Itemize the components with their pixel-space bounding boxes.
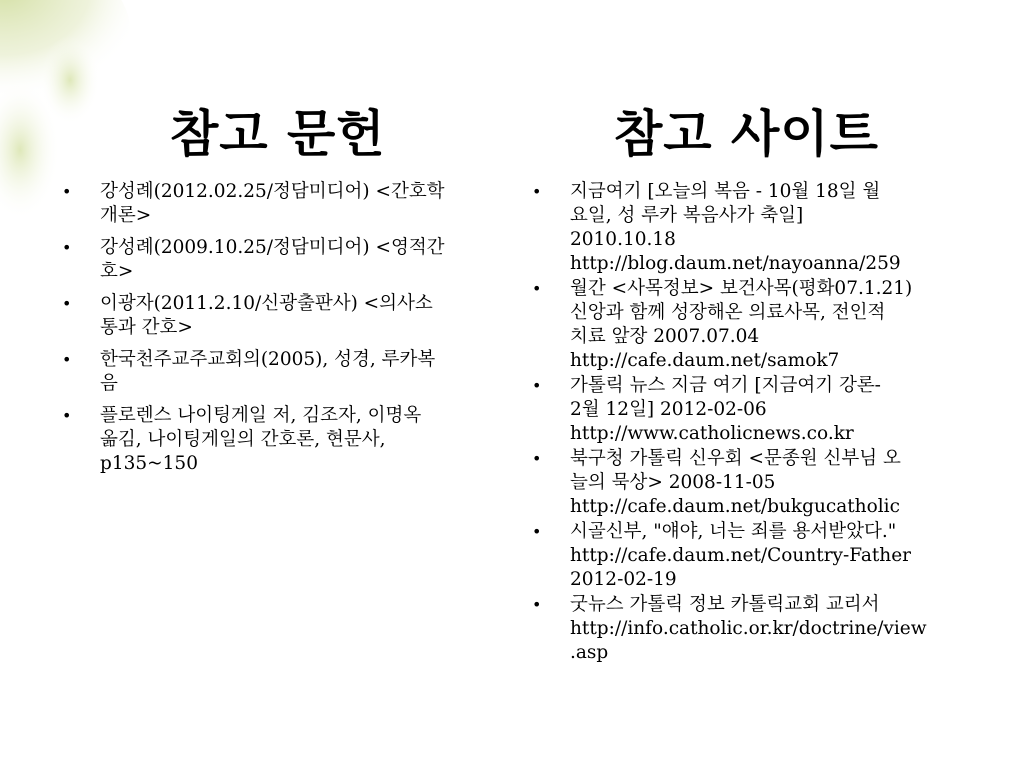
bullet-icon: •	[62, 406, 72, 425]
references-heading: 참고 문헌	[170, 103, 386, 163]
site-url: .asp	[570, 642, 609, 663]
site-url: http://www.catholicnews.co.kr	[570, 423, 854, 444]
bullet-icon: •	[532, 182, 542, 201]
item-line: 굿뉴스 가톨릭 정보 카톨릭교회 교리서	[570, 594, 880, 615]
bullet-icon: •	[62, 294, 72, 313]
item-line: 이광자(2011.2.10/신광출판사) <의사소	[100, 293, 433, 314]
site-url: http://blog.daum.net/nayoanna/259	[570, 253, 901, 274]
site-url: http://info.catholic.or.kr/doctrine/view	[570, 618, 927, 639]
list-item	[62, 236, 492, 284]
list-item	[62, 404, 492, 476]
bullet-icon: •	[62, 350, 72, 369]
list-item	[532, 447, 964, 519]
list-item	[532, 374, 964, 446]
item-line: p135~150	[100, 453, 198, 474]
list-item	[62, 180, 492, 228]
item-line: 옮김, 나이팅게일의 간호론, 현문사,	[100, 429, 386, 450]
item-line: 음	[100, 373, 118, 394]
list-item	[532, 277, 964, 373]
item-line: 북구청 가톨릭 신우회 <문종원 신부님 오	[570, 448, 901, 469]
item-line: 2월 12일] 2012-02-06	[570, 399, 767, 420]
item-line: 지금여기 [오늘의 복음 - 10월 18일 월	[570, 181, 881, 202]
item-line: 한국천주교주교회의(2005), 성경, 루카복	[100, 349, 436, 370]
bullet-icon: •	[62, 182, 72, 201]
item-line: 플로렌스 나이팅게일 저, 김조자, 이명옥	[100, 405, 422, 426]
site-url: http://cafe.daum.net/samok7	[570, 350, 840, 371]
item-line: 2010.10.18	[570, 229, 676, 250]
item-line: 늘의 묵상> 2008-11-05	[570, 472, 776, 493]
list-item	[62, 292, 492, 340]
bullet-icon: •	[532, 595, 542, 614]
sites-list	[532, 180, 964, 666]
item-line: 강성례(2012.02.25/정담미디어) <간호학	[100, 181, 445, 202]
site-url: http://cafe.daum.net/Country-Father	[570, 545, 911, 566]
item-line: 치료 앞장 2007.07.04	[570, 326, 760, 347]
item-line: 월간 <사목정보> 보건사목(평화07.1.21)	[570, 278, 913, 299]
list-item	[62, 348, 492, 396]
item-line: 개론>	[100, 205, 152, 226]
sites-heading: 참고 사이트	[614, 103, 879, 163]
item-line: 호>	[100, 261, 134, 282]
item-line: 가톨릭 뉴스 지금 여기 [지금여기 강론-	[570, 375, 881, 396]
item-line: 신앙과 함께 성장해온 의료사목, 전인적	[570, 302, 886, 323]
list-item	[532, 520, 964, 592]
item-line: 요일, 성 루카 복음사가 축일]	[570, 205, 804, 226]
bullet-icon: •	[532, 522, 542, 541]
bullet-icon: •	[532, 279, 542, 298]
bullet-icon: •	[62, 238, 72, 257]
site-url: http://cafe.daum.net/bukgucatholic	[570, 496, 900, 517]
item-line: 2012-02-19	[570, 569, 677, 590]
item-line: 강성례(2009.10.25/정담미디어) <영적간	[100, 237, 445, 258]
bullet-icon: •	[532, 449, 542, 468]
item-line: 시골신부, "얘야, 너는 죄를 용서받았다."	[570, 521, 897, 542]
list-item	[532, 180, 964, 276]
item-line: 통과 간호>	[100, 317, 193, 338]
list-item	[532, 593, 964, 665]
references-list	[62, 180, 492, 484]
bullet-icon: •	[532, 376, 542, 395]
